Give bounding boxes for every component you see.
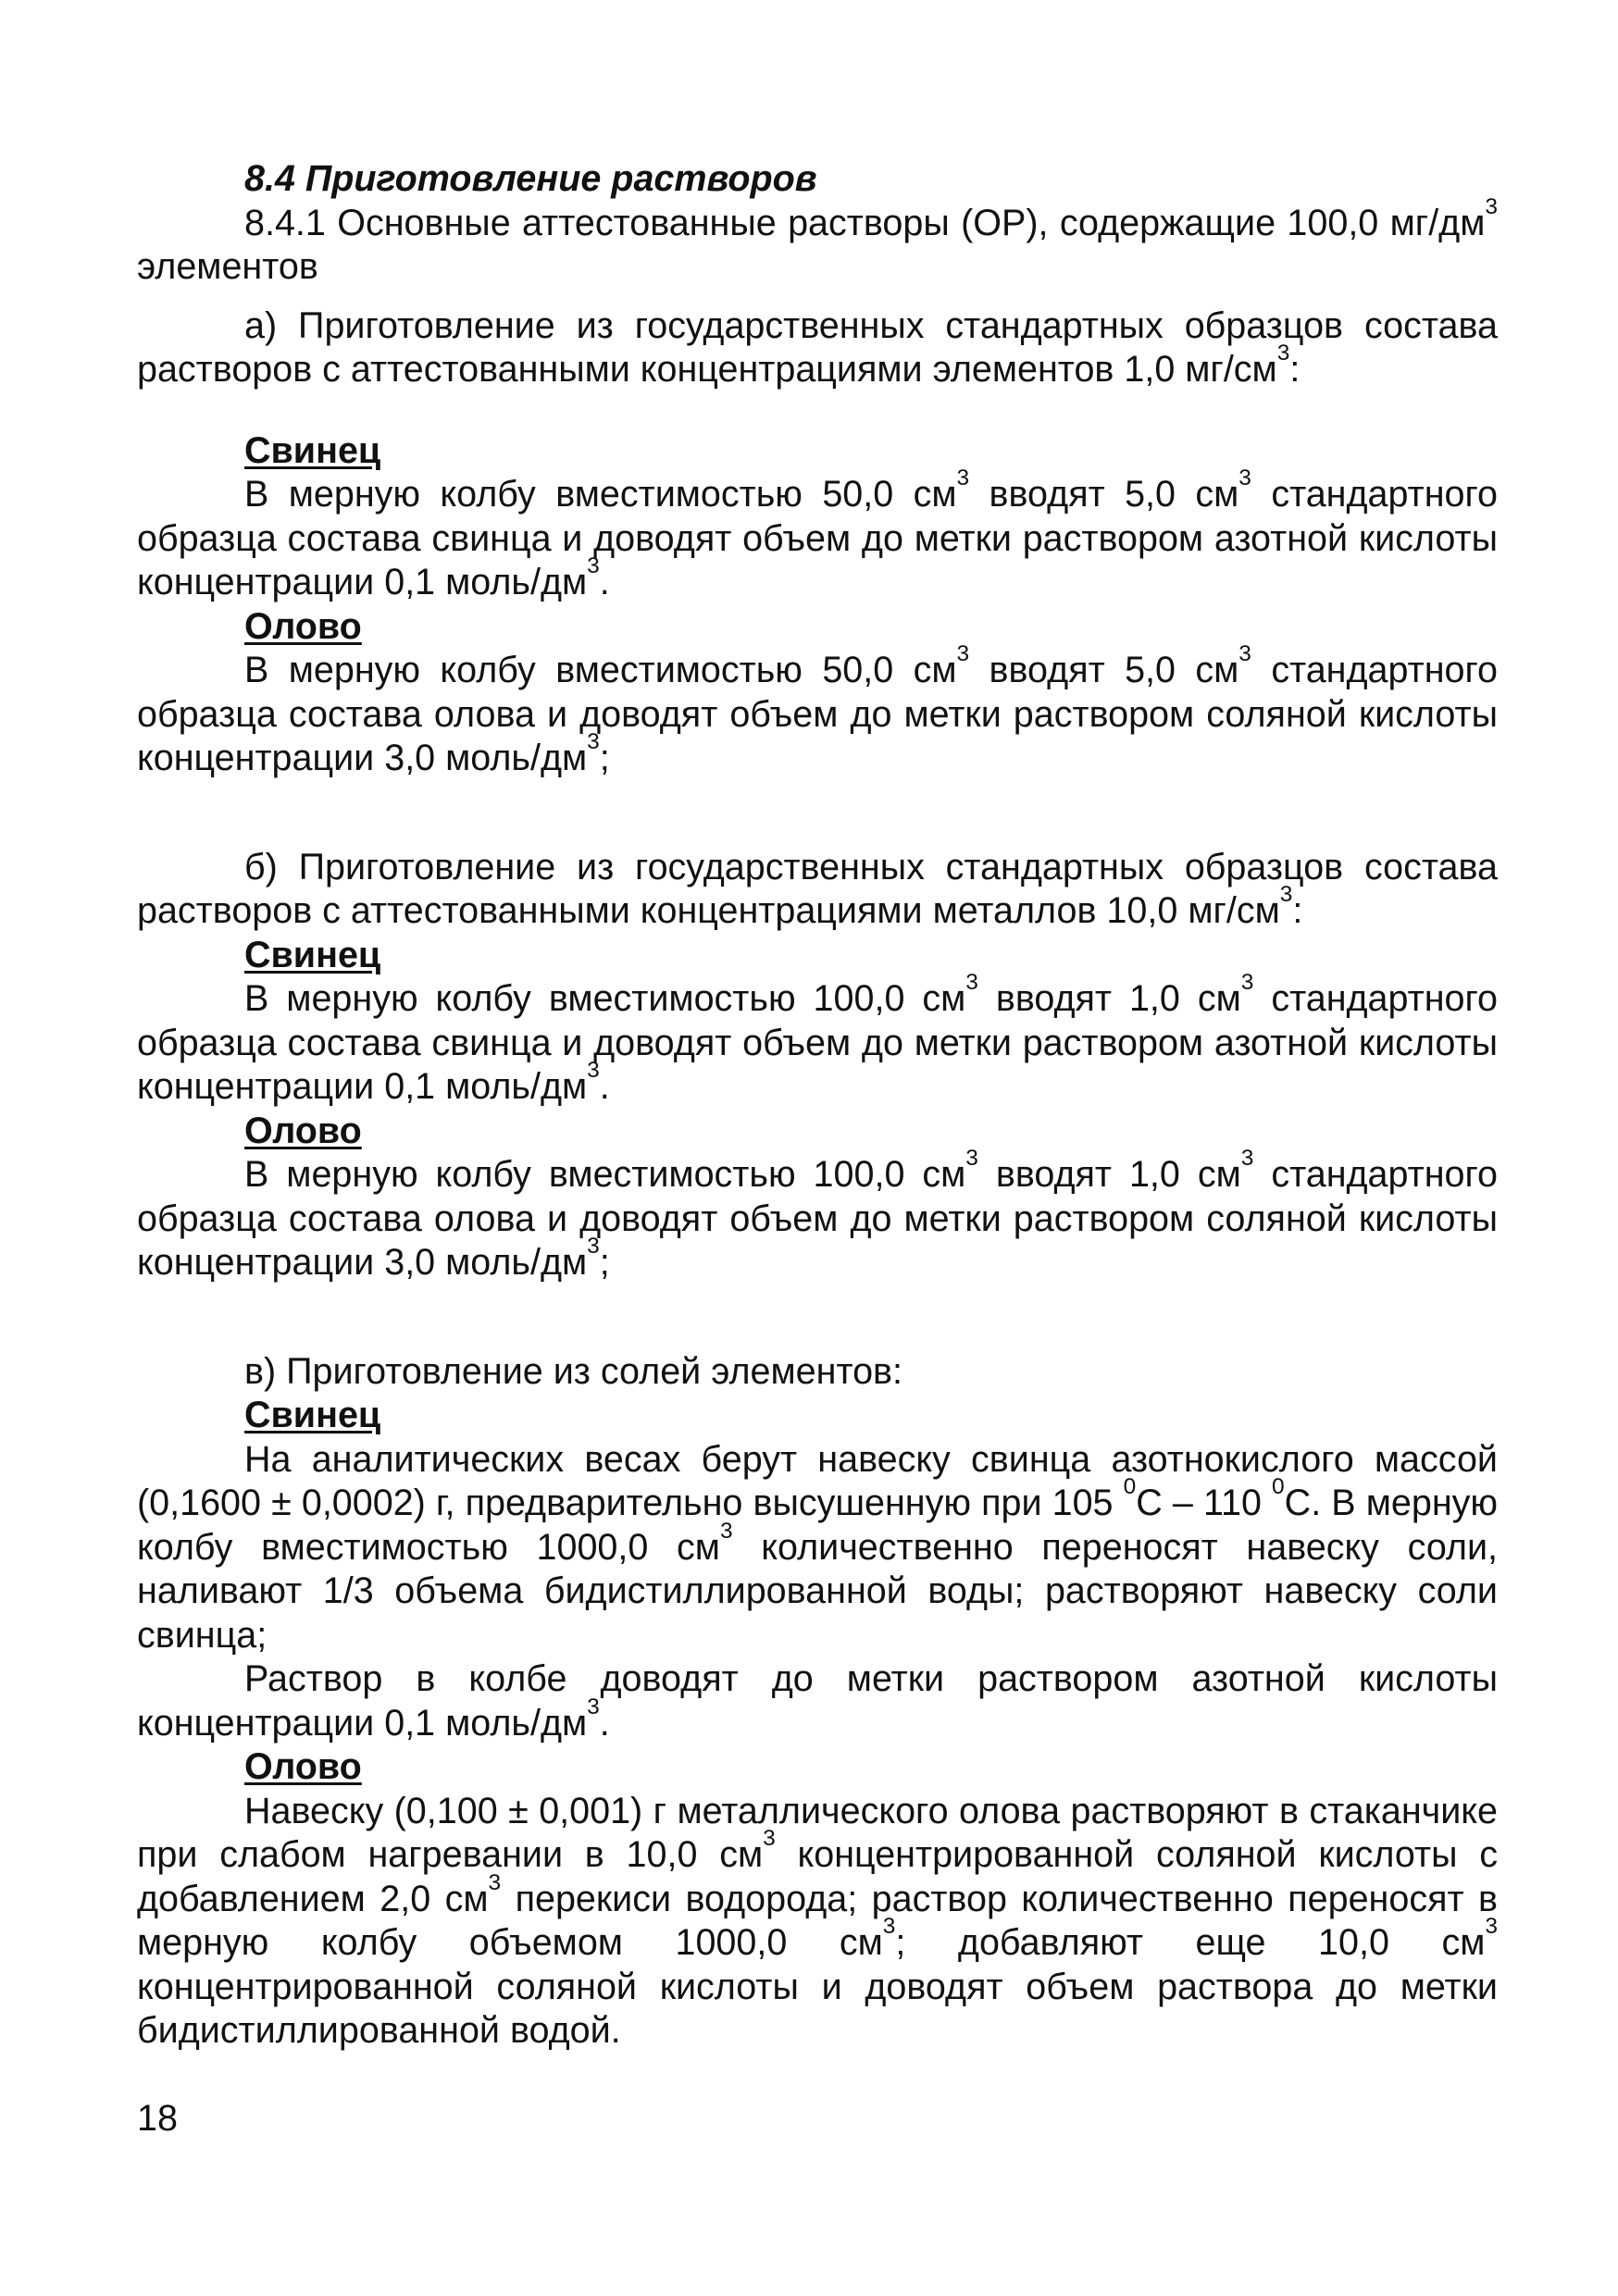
part-b-intro: б) Приготовление из государственных стандартных образцов состава растворов с аттестованными концентрациями металлов 10,0 $мг/см^3$: — [137, 846, 1498, 931]
part-a-lead-title: Свинец — [244, 429, 381, 471]
page-number: 18 — [137, 2098, 178, 2139]
part-c-lead-title: Свинец — [244, 1395, 381, 1435]
part-c-intro: в) Приготовление из солей элементов: — [244, 1350, 903, 1392]
part-a-tin-text: В мерную колбу вместимостью 50,0 $см^3$ вводят 5,0 $см^3$ стандартного образца состава олова и доводят объем до метки раствором соляной кислоты концентрации 3,0 моль/$дм^3$; — [137, 640, 1498, 778]
part-a-lead-text: В мерную колбу вместимостью 50,0 $см^3$ вводят 5,0 $см^3$ стандартного образца состава свинца и доводят объем до метки раствором азотной кислоты концентрации 0,1 моль/$дм^3$. — [137, 465, 1498, 602]
part-b-tin-title: Олово — [244, 1110, 362, 1151]
part-a-tin-title: Олово — [244, 605, 362, 647]
part-b-tin-text: В мерную колбу вместимостью 100,0 $см^3$ вводят 1,0 $см^3$ стандартного образца состава олова и доводят объем до метки раствором соляной кислоты концентрации 3,0 моль/$дм^3$; — [137, 1145, 1499, 1283]
part-a-intro: а) Приготовление из государственных стандартных образцов состава растворов с аттестованными концентрациями элементов 1,0 $мг/см^3$: — [137, 304, 1498, 390]
part-c-lead-text-1: На аналитических весах берут навеску свинца азотнокислого массой (0,1600 ± 0,0002) г, предварительно высушенную при 105 $^0$С – 110 $^0$С. В мерную колбу вместимостью 1000,0 $см^3$ количественно переносят навеску соли, наливают 1/3 объема бидистиллированной воды; растворяют навеску соли свинца; — [137, 1438, 1499, 1656]
part-b-lead-text: В мерную колбу вместимостью 100,0 $см^3$ вводят 1,0 $см^3$ стандартного образца состава свинца и доводят объем до метки раствором азотной кислоты концентрации 0,1 моль/$дм^3$. — [137, 969, 1499, 1107]
subsection-paragraph: 8.4.1 Основные аттестованные растворы (ОР), содержащие 100,0 $мг/дм^3$ элементов — [137, 193, 1498, 287]
section-title: 8.4 Приготовление растворов — [244, 158, 817, 199]
part-c-tin-text: Навеску (0,100 ± 0,001) г металлического олова растворяют в стаканчике при слабом нагревании в 10,0 $см^3$ концентрированной соляной кислоты с добавлением 2,0 $см^3$ перекиси водорода; раствор количественно переносят в мерную колбу объемом 1000,0 $см^3$; добавляют еще 10,0 $см^3$ концентрированной соляной кислоты и доводят объем раствора до метки бидистиллированной водой. — [137, 1790, 1499, 2051]
subsection-label: 8.4.1 — [244, 202, 326, 243]
part-c-tin-title: Олово — [244, 1746, 362, 1787]
document-page — [137, 157, 1498, 2054]
part-c-lead-text-2: Раствор в колбе доводят до метки раствором азотной кислоты концентрации 0,1 моль/$дм^3$. — [137, 1658, 1498, 1744]
part-b-lead-title: Свинец — [244, 934, 381, 975]
